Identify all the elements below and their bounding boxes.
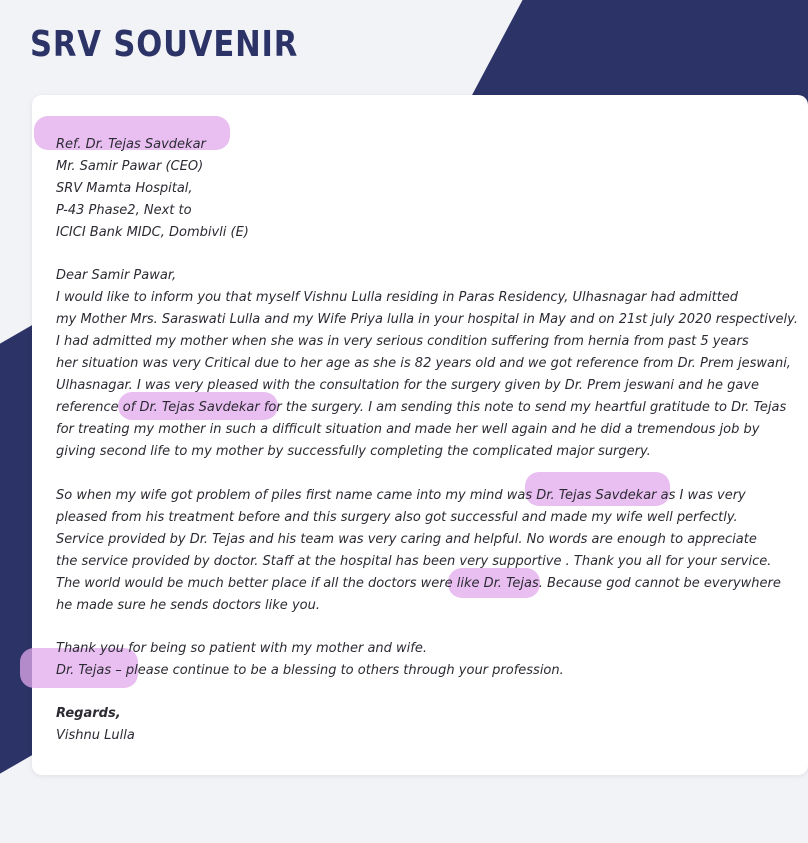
paragraph-line: pleased from his treatment before and this surgery also got successful and made my wife well perfectly.	[56, 510, 738, 525]
paragraph-line: her situation was very Critical due to her age as she is 82 years old and we got reference from Dr. Prem jeswani,	[56, 356, 791, 371]
signature: Vishnu Lulla	[56, 728, 135, 743]
closing: Regards,	[56, 706, 121, 721]
paragraph-line: reference of Dr. Tejas Savdekar for the surgery. I am sending this note to send my heartful gratitude to Dr. Tejas	[56, 400, 787, 415]
paragraph-line: Dr. Tejas – please continue to be a blessing to others through your profession.	[56, 663, 564, 678]
paragraph-line: giving second life to my mother by successfully completing the complicated major surgery.	[56, 444, 651, 459]
paragraph-line: Ulhasnagar. I was very pleased with the consultation for the surgery given by Dr. Prem jeswani and he gave	[56, 378, 759, 393]
paragraph-line: I had admitted my mother when she was in very serious condition suffering from hernia from past 5 years	[56, 334, 749, 349]
salutation: Dear Samir Pawar,	[56, 268, 177, 283]
paragraph-line: he made sure he sends doctors like you.	[56, 598, 320, 613]
address-line: P-43 Phase2, Next to	[56, 203, 192, 218]
page-title: SRV SOUVENIR	[30, 24, 299, 65]
paragraph-line: the service provided by doctor. Staff at the hospital has been very supportive . Thank you all for your service.	[56, 554, 772, 569]
address-line: SRV Mamta Hospital,	[56, 181, 193, 196]
paragraph-line: The world would be much better place if all the doctors were like Dr. Tejas. Because god cannot be everywhere	[56, 576, 781, 591]
paragraph-line: Thank you for being so patient with my mother and wife.	[56, 641, 427, 656]
paragraph-line: Service provided by Dr. Tejas and his team was very caring and helpful. No words are enough to appreciate	[56, 532, 757, 547]
paragraph-line: for treating my mother in such a difficult situation and made her well again and he did a tremendous job by	[56, 422, 760, 437]
paragraph-line: I would like to inform you that myself Vishnu Lulla residing in Paras Residency, Ulhasnagar had admitted	[56, 290, 739, 305]
address-line: Mr. Samir Pawar (CEO)	[56, 159, 204, 174]
paragraph-line: my Mother Mrs. Saraswati Lulla and my Wife Priya lulla in your hospital in May and on 21st july 2020 respectively.	[56, 312, 798, 327]
address-line: ICICI Bank MIDC, Dombivli (E)	[56, 225, 249, 240]
address-line: Ref. Dr. Tejas Savdekar	[56, 137, 206, 152]
paragraph-line: So when my wife got problem of piles first name came into my mind was Dr. Tejas Savdekar as I was very	[56, 488, 746, 503]
